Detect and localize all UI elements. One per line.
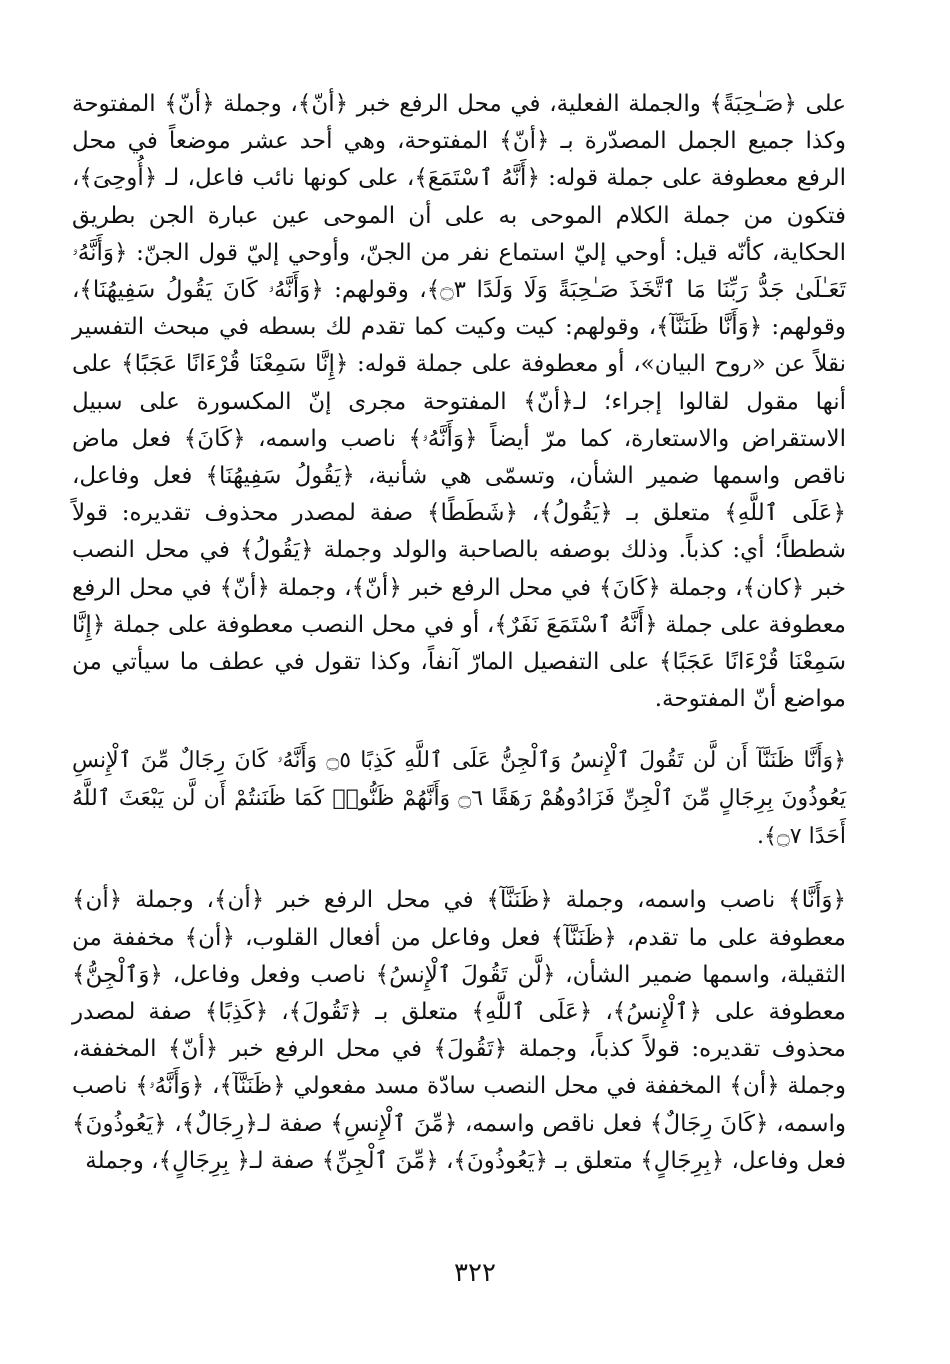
commentary-paragraph-2: ﴿وَأَنَّا﴾ ناصب واسمه، وجملة ﴿ظَنَنَّآ﴾ في محل الرفع خبر ﴿أن﴾، وجملة ﴿أن﴾ معطوفة على ما تقدم، ﴿ظَنَنَّآ﴾ فعل وفاعل من أفعال القلوب، ﴿أن﴾ مخففة من الثقيلة، واسمها ضمير الشأن، ﴿لَّن تَقُولَ ٱلْإِنسُ﴾ ناصب وفعل وفاعل، ﴿وَٱلْجِنُّ﴾ معطوفة على ﴿ٱلْإِنسُ﴾، ﴿عَلَى ٱللَّهِ﴾ متعلق بـ ﴿تَقُولَ﴾، ﴿كَذِبًا﴾ صفة لمصدر محذوف تقديره: قولاً كذباً، وجملة ﴿تَقُولَ﴾ في محل الرفع خبر ﴿أنّ﴾ المخففة، وجملة ﴿أن﴾ المخففة في محل النصب سادّة مسد مفعولي ﴿ظَنَنَّآ﴾، ﴿وَأَنَّهُۥ﴾ ناصب واسمه، ﴿كَانَ رِجَالٌ﴾ فعل ناقص واسمه، ﴿مِّنَ ٱلْإِنسِ﴾ صفة لـ﴿رِجَالٌ﴾، ﴿يَعُوذُونَ﴾ فعل وفاعل، ﴿بِرِجَالٍ﴾ متعلق بـ ﴿يَعُوذُونَ﴾، ﴿مِّنَ ٱلْجِنِّ﴾ صفة لـ﴿ بِرِجَالٍ﴾، وجملة bbox=[72, 887, 846, 1174]
page-number: ٣٢٢ bbox=[454, 1258, 496, 1288]
spacer bbox=[72, 718, 846, 742]
quran-verses: ﴿وَأَنَّا ظَنَنَّآ أَن لَّن تَقُولَ ٱلْإِنسُ وَٱلْجِنُّ عَلَى ٱللَّهِ كَذِبًا ۝٥ وَأَنَّهُۥ كَانَ رِجَالٌ مِّنَ ٱلْإِنسِ يَعُوذُونَ بِرِجَالٍ مِّنَ ٱلْجِنِّ فَزَادُوهُمْ رَهَقًا ۝٦ وَأَنَّهُمْ ظَنُّوا۟ كَمَا ظَنَنتُمْ أَن لَّن يَبْعَثَ ٱللَّهُ أَحَدًا ۝٧﴾. bbox=[72, 748, 846, 850]
spacer bbox=[72, 856, 846, 882]
commentary-paragraph-1: على ﴿صَـٰحِبَةً﴾ والجملة الفعلية، في محل الرفع خبر ﴿أنّ﴾، وجملة ﴿أنّ﴾ المفتوحة وكذا جميع الجمل المصدّرة بـ ﴿أنّ﴾ المفتوحة، وهي أحد عشر موضعاً في محل الرفع معطوفة على جملة قوله: ﴿أَنَّهُ ٱسْتَمَعَ﴾، على كونها نائب فاعل، لـ ﴿أُوحِىَ﴾، فتكون من جملة الكلام الموحى به على أن الموحى عين عبارة الجن بطريق الحكاية، كأنّه قيل: أوحي إليّ استماع نفر من الجنّ، وأوحي إليّ قول الجنّ: ﴿وَأَنَّهُۥ تَعَـٰلَىٰ جَدُّ رَبِّنَا مَا ٱتَّخَذَ صَـٰحِبَةً وَلَا وَلَدًا ۝٣﴾، وقولهم: ﴿وَأَنَّهُۥ كَانَ يَقُولُ سَفِيهُنَا﴾، وقولهم: ﴿وَأَنَّا ظَنَنَّآ﴾، وقولهم: كيت وكيت كما تقدم لك بسطه في مبحث التفسير نقلاً عن «روح البيان»، أو معطوفة على جملة قوله: ﴿إِنَّا سَمِعْنَا قُرْءَانًا عَجَبًا﴾ على أنها مقول لقالوا إجراء؛ لـ﴿أنّ﴾ المفتوحة مجرى إنّ المكسورة على سبيل الاستقراض والاستعارة، كما مرّ أيضاً ﴿وَأَنَّهُۥ﴾ ناصب واسمه، ﴿كَانَ﴾ فعل ماض ناقص واسمها ضمير الشأن، وتسمّى هي شأنية، ﴿يَقُولُ سَفِيهُنَا﴾ فعل وفاعل، ﴿عَلَى ٱللَّهِ﴾ متعلق بـ ﴿يَقُولُ﴾، ﴿شَطَطًا﴾ صفة لمصدر محذوف تقديره: قولاً شططاً؛ أي: كذباً. وذلك بوصفه بالصاحبة والولد وجملة ﴿يَقُولُ﴾ في محل النصب خبر ﴿كان﴾، وجملة ﴿كَانَ﴾ في محل الرفع خبر ﴿أنّ﴾، وجملة ﴿أنّ﴾ في محل الرفع معطوفة على جملة ﴿أَنَّهُ ٱسْتَمَعَ نَفَرٌ﴾، أو في محل النصب معطوفة على جملة ﴿إِنَّا سَمِعْنَا قُرْءَانًا عَجَبًا﴾ على التفصيل المارّ آنفاً، وكذا تقول في عطف ما سيأتي من مواضع أنّ المفتوحة. bbox=[72, 91, 846, 713]
